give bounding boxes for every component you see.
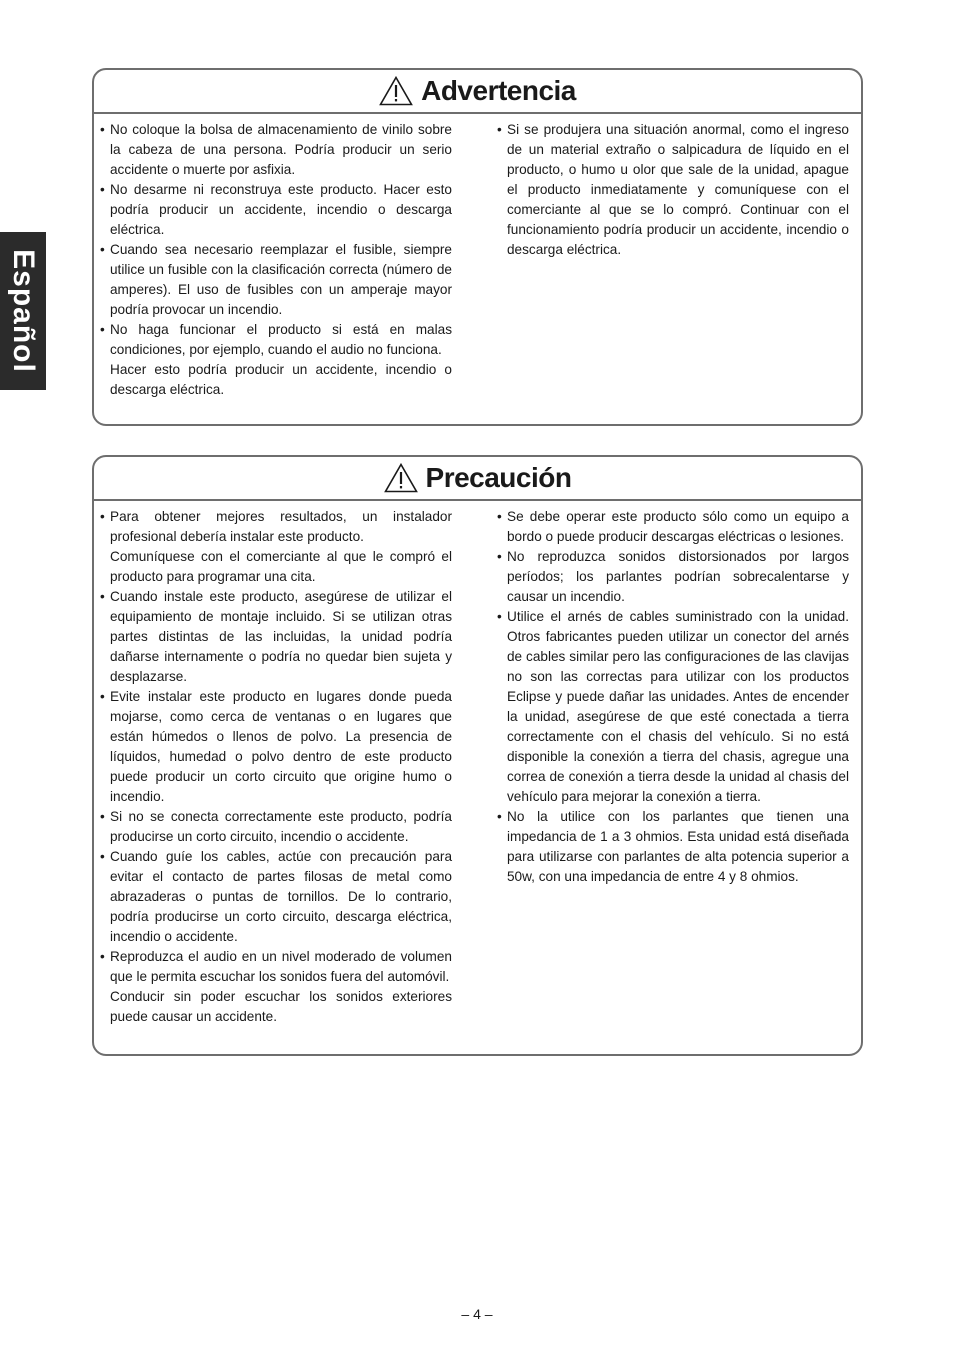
bullet-item: • No reproduzca sonidos distorsionados por largos períodos; los parlantes podrían sobrecalentarse y causar un incendio. xyxy=(497,547,849,607)
bullet-item: • Evite instalar este producto en lugares donde pueda mojarse, como cerca de ventanas o en lugares que están húmedos o llenos de polvo. La presencia de líquidos, humedad o polvo dentro de este producto puede producir un corto circuito que origine humo o incendio. xyxy=(100,687,452,807)
caution-box xyxy=(92,455,863,1056)
warning-title: Advertencia xyxy=(421,75,576,106)
bullet-continuation: Comuníquese con el comerciante al que le compró el producto para programar una cita. xyxy=(110,549,452,584)
bullet-item: • No la utilice con los parlantes que tienen una impedancia de 1 a 3 ohmios. Esta unidad está diseñada para utilizarse con parlantes de alta potencia superior a 50w, con una impedancia de entre 4 y 8 ohmios. xyxy=(497,807,849,887)
bullet-continuation: Hacer esto podría producir un accidente, incendio o descarga eléctrica. xyxy=(110,362,452,397)
caution-title: Precaución xyxy=(425,462,572,493)
warning-triangle-icon xyxy=(384,463,418,493)
warning-left-column xyxy=(100,120,452,400)
bullet-item: • Si no se conecta correctamente este producto, podría producirse un corto circuito, incendio o accidente. xyxy=(100,807,452,847)
bullet-item: • Cuando sea necesario reemplazar el fusible, siempre utilice un fusible con la clasificación correcta (número de amperes). El uso de fusibles con un amperaje mayor podría provocar un incendio. xyxy=(100,240,452,320)
bullet-continuation: Conducir sin poder escuchar los sonidos exteriores puede causar un accidente. xyxy=(110,989,452,1024)
bullet-item: • Cuando guíe los cables, actúe con precaución para evitar el contacto de partes filosas de metal como abrazaderas o puntas de tornillos. De lo contrario, podría producirse un corto circuito, descarga eléctrica, incendio o accidente. xyxy=(100,847,452,947)
warning-triangle-icon xyxy=(379,76,413,106)
bullet-item: • No coloque la bolsa de almacenamiento de vinilo sobre la cabeza de una persona. Podría producir un serio accidente o muerte por asfixia. xyxy=(100,120,452,180)
language-tab xyxy=(0,232,46,390)
page-number: – 4 – xyxy=(461,1306,493,1322)
bullet-item: • Cuando instale este producto, asegúrese de utilizar el equipamiento de montaje incluido. Si se utilizan otras partes distintas de las incluidas, la unidad podría dañarse internamente o podría no quedar bien sujeta y desplazarse. xyxy=(100,587,452,687)
bullet-item: • Se debe operar este producto sólo como un equipo a bordo o puede producir descargas eléctricas o lesiones. xyxy=(497,507,849,547)
bullet-item: • Reproduzca el audio en un nivel moderado de volumen que le permita escuchar los sonidos fuera del automóvil. xyxy=(100,947,452,987)
warning-box xyxy=(92,68,863,426)
bullet-item: • Si se produjera una situación anormal, como el ingreso de un material extraño o salpicadura de líquido en el producto, o humo u olor que sale de la unidad, apague el producto inmediatamente y comuníquese con el comerciante al que se lo compró. Continuar con el funcionamiento podría producir un accidente, incendio o descarga eléctrica. xyxy=(497,120,849,260)
bullet-item: • No desarme ni reconstruya este producto. Hacer esto podría producir un accidente, incendio o descarga eléctrica. xyxy=(100,180,452,240)
caution-right-column xyxy=(497,507,849,1027)
bullet-item: • Utilice el arnés de cables suministrado con la unidad. Otros fabricantes pueden utilizar un conector del arnés de cables similar pero las configuraciones de las clavijas no son las correctas para utilizar con los productos Eclipse y puede dañar las unidades. Antes de encender la unidad, asegúrese de que esté conectada a tierra correctamente con el chasis del vehículo. Si no está disponible la conexión a tierra del chasis, agregue una correa de conexión a tierra desde la unidad al chasis del vehículo para mejorar la conexión a tierra. xyxy=(497,607,849,807)
language-tab-label: Español xyxy=(7,249,41,373)
caution-left-column xyxy=(100,507,452,1027)
bullet-item: • No haga funcionar el producto si está en malas condiciones, por ejemplo, cuando el audio no funciona. xyxy=(100,320,452,360)
warning-header xyxy=(94,70,861,114)
bullet-item: • Para obtener mejores resultados, un instalador profesional debería instalar este producto. xyxy=(100,507,452,547)
warning-right-column xyxy=(497,120,849,400)
caution-header xyxy=(94,457,861,501)
